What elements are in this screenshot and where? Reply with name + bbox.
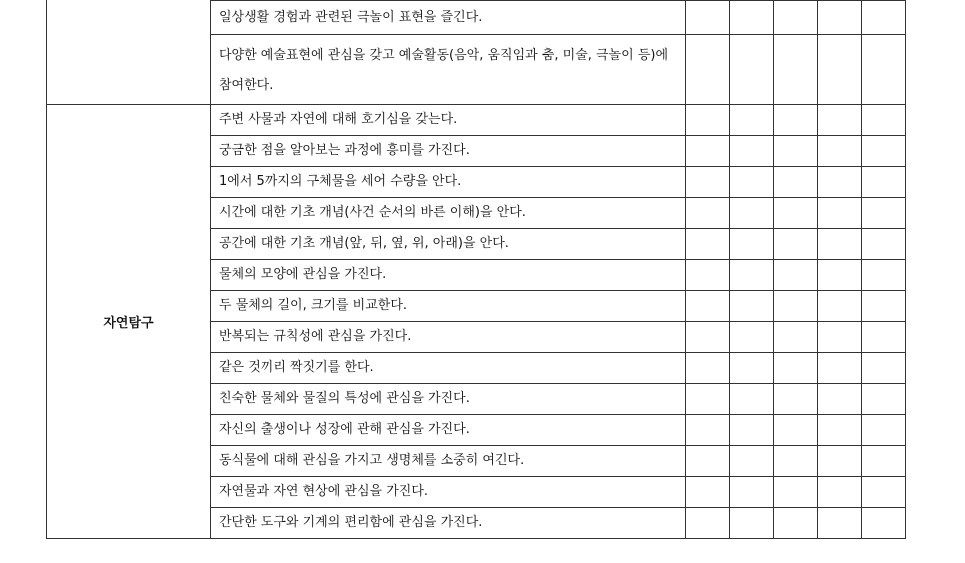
category-cell: 자연탐구 (47, 105, 211, 539)
check-cell[interactable] (818, 229, 862, 260)
check-cell[interactable] (862, 384, 906, 415)
check-cell[interactable] (774, 35, 818, 105)
checklist-table (46, 0, 906, 539)
check-cell[interactable] (686, 446, 730, 477)
check-cell[interactable] (774, 136, 818, 167)
check-cell[interactable] (730, 1, 774, 35)
check-cell[interactable] (862, 353, 906, 384)
check-cell[interactable] (818, 260, 862, 291)
item-text: 공간에 대한 기초 개념(앞, 뒤, 옆, 위, 아래)을 안다. (211, 229, 686, 260)
check-cell[interactable] (686, 35, 730, 105)
check-cell[interactable] (774, 198, 818, 229)
item-text: 시간에 대한 기초 개념(사건 순서의 바른 이해)을 안다. (211, 198, 686, 229)
check-cell[interactable] (774, 384, 818, 415)
check-cell[interactable] (730, 198, 774, 229)
check-cell[interactable] (774, 477, 818, 508)
category-cell (47, 0, 211, 105)
check-cell[interactable] (818, 1, 862, 35)
check-cell[interactable] (730, 229, 774, 260)
check-cell[interactable] (686, 136, 730, 167)
check-cell[interactable] (730, 35, 774, 105)
check-cell[interactable] (774, 260, 818, 291)
check-cell[interactable] (818, 384, 862, 415)
check-cell[interactable] (730, 291, 774, 322)
check-cell[interactable] (818, 446, 862, 477)
check-cell[interactable] (818, 136, 862, 167)
item-text: 자신의 출생이나 성장에 관해 관심을 가진다. (211, 415, 686, 446)
check-cell[interactable] (730, 105, 774, 136)
check-cell[interactable] (686, 477, 730, 508)
check-cell[interactable] (686, 508, 730, 539)
item-text: 반복되는 규칙성에 관심을 가진다. (211, 322, 686, 353)
check-cell[interactable] (862, 198, 906, 229)
check-cell[interactable] (818, 508, 862, 539)
item-text: 일상생활 경험과 관련된 극놀이 표현을 즐긴다. (211, 1, 686, 35)
check-cell[interactable] (774, 322, 818, 353)
check-cell[interactable] (862, 477, 906, 508)
check-cell[interactable] (730, 260, 774, 291)
check-cell[interactable] (818, 322, 862, 353)
check-cell[interactable] (686, 198, 730, 229)
check-cell[interactable] (818, 291, 862, 322)
item-text: 1에서 5까지의 구체물을 세어 수량을 안다. (211, 167, 686, 198)
check-cell[interactable] (774, 446, 818, 477)
item-text: 주변 사물과 자연에 대해 호기심을 갖는다. (211, 105, 686, 136)
check-cell[interactable] (818, 477, 862, 508)
item-text: 궁금한 점을 알아보는 과정에 흥미를 가진다. (211, 136, 686, 167)
check-cell[interactable] (862, 446, 906, 477)
check-cell[interactable] (862, 508, 906, 539)
check-cell[interactable] (818, 415, 862, 446)
check-cell[interactable] (730, 477, 774, 508)
item-text: 자연물과 자연 현상에 관심을 가진다. (211, 477, 686, 508)
item-text: 다양한 예술표현에 관심을 갖고 예술활동(음악, 움직임과 춤, 미술, 극놀이 등)에 참여한다. (211, 35, 686, 105)
check-cell[interactable] (730, 136, 774, 167)
item-text: 간단한 도구와 기계의 편리함에 관심을 가진다. (211, 508, 686, 539)
check-cell[interactable] (774, 1, 818, 35)
check-cell[interactable] (686, 322, 730, 353)
item-text: 물체의 모양에 관심을 가진다. (211, 260, 686, 291)
check-cell[interactable] (818, 105, 862, 136)
check-cell[interactable] (730, 384, 774, 415)
check-cell[interactable] (686, 260, 730, 291)
item-text: 같은 것끼리 짝짓기를 한다. (211, 353, 686, 384)
check-cell[interactable] (686, 415, 730, 446)
check-cell[interactable] (862, 105, 906, 136)
check-cell[interactable] (774, 415, 818, 446)
check-cell[interactable] (730, 415, 774, 446)
check-cell[interactable] (818, 198, 862, 229)
check-cell[interactable] (818, 167, 862, 198)
check-cell[interactable] (774, 105, 818, 136)
check-cell[interactable] (862, 1, 906, 35)
check-cell[interactable] (818, 353, 862, 384)
check-cell[interactable] (774, 291, 818, 322)
check-cell[interactable] (730, 353, 774, 384)
item-text: 친숙한 물체와 물질의 특성에 관심을 가진다. (211, 384, 686, 415)
check-cell[interactable] (686, 167, 730, 198)
table-row (47, 105, 906, 136)
check-cell[interactable] (686, 229, 730, 260)
check-cell[interactable] (862, 136, 906, 167)
check-cell[interactable] (862, 415, 906, 446)
check-cell[interactable] (862, 291, 906, 322)
check-cell[interactable] (862, 167, 906, 198)
check-cell[interactable] (862, 260, 906, 291)
check-cell[interactable] (686, 105, 730, 136)
check-cell[interactable] (862, 322, 906, 353)
check-cell[interactable] (730, 167, 774, 198)
check-cell[interactable] (774, 229, 818, 260)
check-cell[interactable] (730, 446, 774, 477)
item-text: 두 물체의 길이, 크기를 비교한다. (211, 291, 686, 322)
check-cell[interactable] (774, 167, 818, 198)
check-cell[interactable] (818, 35, 862, 105)
check-cell[interactable] (774, 508, 818, 539)
check-cell[interactable] (686, 1, 730, 35)
check-cell[interactable] (730, 322, 774, 353)
check-cell[interactable] (686, 353, 730, 384)
check-cell[interactable] (686, 384, 730, 415)
check-cell[interactable] (686, 291, 730, 322)
check-cell[interactable] (774, 353, 818, 384)
check-cell[interactable] (730, 508, 774, 539)
item-text: 동식물에 대해 관심을 가지고 생명체를 소중히 여긴다. (211, 446, 686, 477)
check-cell[interactable] (862, 229, 906, 260)
check-cell[interactable] (862, 35, 906, 105)
